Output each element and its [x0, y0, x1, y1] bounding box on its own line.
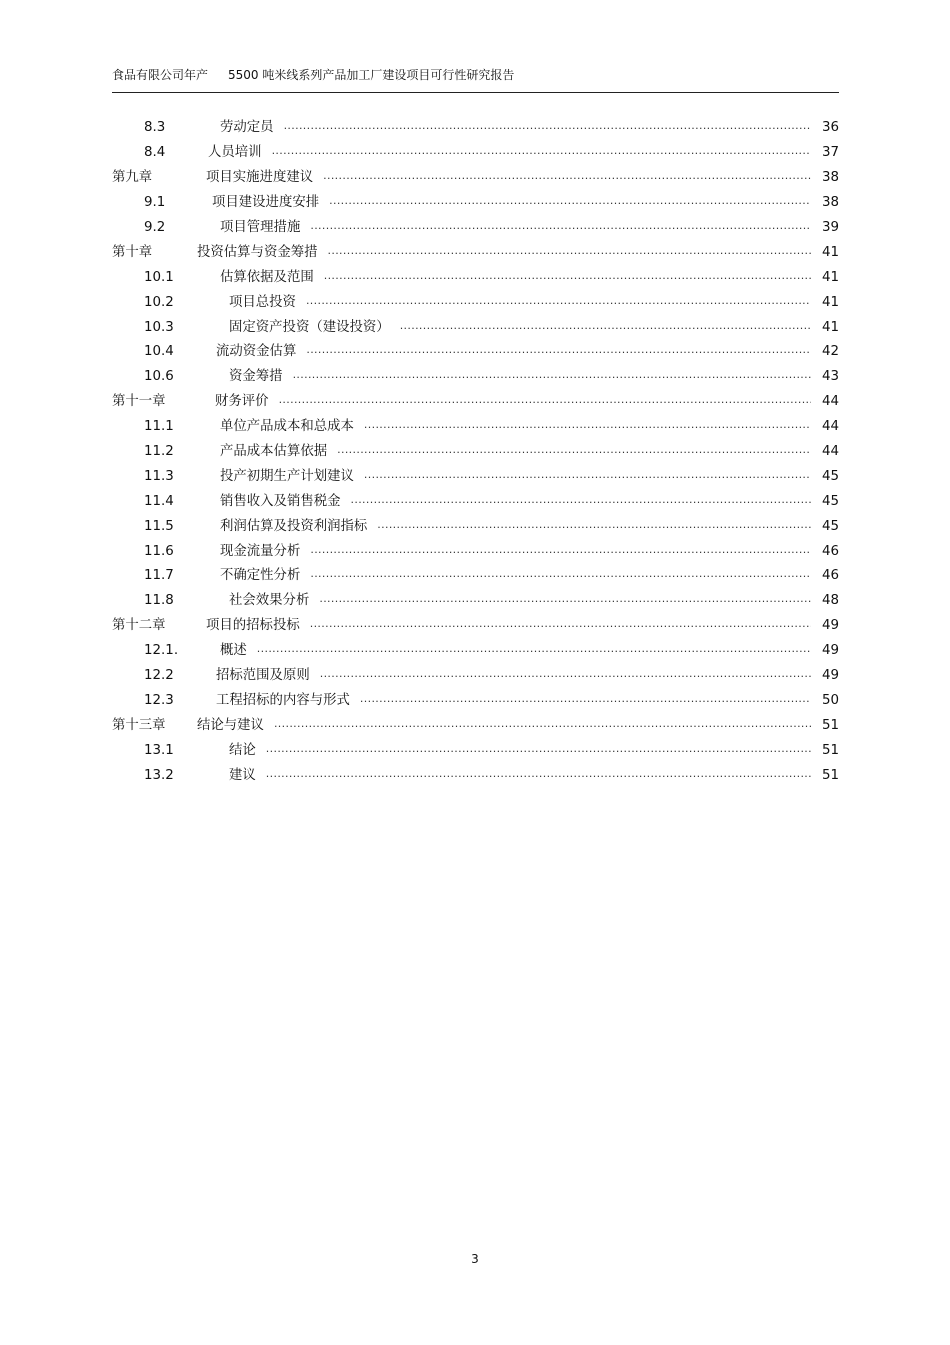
toc-entry-title: 项目的招标投标	[206, 618, 300, 634]
toc-entry-page: 38	[821, 170, 839, 186]
page-header	[112, 66, 839, 93]
toc-dot-leader	[274, 717, 811, 735]
toc-entry-title: 项目总投资	[229, 294, 296, 310]
toc-entry-page: 45	[821, 468, 839, 484]
toc-entry-page: 50	[821, 692, 839, 708]
toc-entry-title: 销售收入及销售税金	[220, 493, 341, 509]
toc-entry-page: 41	[821, 244, 839, 260]
toc-entry-title: 不确定性分析	[220, 568, 301, 584]
toc-entry-number: 11.1	[144, 419, 174, 435]
toc-entry-page: 37	[821, 145, 839, 161]
toc-entry-number: 11.7	[144, 568, 174, 584]
toc-dot-leader	[284, 119, 811, 137]
toc-section-row[interactable]	[112, 315, 839, 340]
toc-entry-number: 11.8	[144, 593, 174, 609]
toc-section-row[interactable]	[112, 763, 839, 788]
toc-dot-leader	[320, 667, 811, 685]
toc-chapter-row[interactable]	[112, 614, 839, 639]
toc-entry-number: 10.6	[144, 369, 174, 385]
toc-chapter-row[interactable]	[112, 240, 839, 265]
toc-dot-leader	[306, 343, 811, 361]
toc-entry-page: 49	[821, 643, 839, 659]
toc-entry-title: 社会效果分析	[229, 593, 310, 609]
toc-entry-page: 51	[821, 767, 839, 783]
toc-dot-leader	[377, 518, 811, 536]
toc-dot-leader	[306, 294, 811, 312]
toc-section-row[interactable]	[112, 589, 839, 614]
toc-dot-leader	[337, 443, 811, 461]
toc-entry-page: 46	[821, 543, 839, 559]
toc-entry-title: 估算依据及范围	[220, 269, 314, 285]
toc-dot-leader	[319, 592, 811, 610]
toc-entry-page: 44	[821, 444, 839, 460]
toc-entry-number: 11.6	[144, 543, 174, 559]
toc-section-row[interactable]	[112, 216, 839, 241]
toc-entry-title: 结论与建议	[197, 717, 264, 733]
toc-entry-number: 11.5	[144, 518, 174, 534]
toc-entry-page: 43	[821, 369, 839, 385]
toc-section-row[interactable]	[112, 191, 839, 216]
toc-entry-page: 45	[821, 493, 839, 509]
toc-entry-title: 资金筹措	[229, 369, 283, 385]
toc-entry-number: 8.4	[144, 145, 166, 161]
toc-dot-leader	[360, 692, 811, 710]
toc-entry-number: 第十二章	[112, 618, 166, 634]
toc-entry-number: 12.2	[144, 668, 174, 684]
toc-entry-title: 财务评价	[215, 394, 269, 410]
toc-entry-number: 13.1	[144, 742, 174, 758]
toc-entry-number: 11.4	[144, 493, 174, 509]
toc-section-row[interactable]	[112, 440, 839, 465]
toc-dot-leader	[310, 617, 811, 635]
toc-entry-page: 46	[821, 568, 839, 584]
toc-entry-page: 36	[821, 120, 839, 136]
toc-entry-number: 10.2	[144, 294, 174, 310]
toc-entry-page: 44	[821, 419, 839, 435]
toc-dot-leader	[324, 269, 811, 287]
toc-entry-page: 44	[821, 394, 839, 410]
page-number: 3	[471, 1252, 479, 1266]
toc-entry-page: 45	[821, 518, 839, 534]
table-of-contents	[112, 116, 839, 788]
toc-entry-title: 工程招标的内容与形式	[216, 692, 350, 708]
toc-entry-number: 11.3	[144, 468, 174, 484]
toc-section-row[interactable]	[112, 365, 839, 390]
toc-entry-page: 41	[821, 269, 839, 285]
toc-section-row[interactable]	[112, 664, 839, 689]
toc-section-row[interactable]	[112, 639, 839, 664]
toc-section-row[interactable]	[112, 738, 839, 763]
toc-section-row[interactable]	[112, 688, 839, 713]
toc-entry-number: 10.4	[144, 344, 174, 360]
toc-entry-page: 41	[821, 294, 839, 310]
toc-entry-page: 49	[821, 618, 839, 634]
toc-entry-number: 第十章	[112, 244, 153, 260]
toc-chapter-row[interactable]	[112, 166, 839, 191]
toc-section-row[interactable]	[112, 265, 839, 290]
toc-entry-title: 固定资产投资（建设投资）	[229, 319, 390, 335]
toc-dot-leader	[310, 219, 811, 237]
toc-chapter-row[interactable]	[112, 713, 839, 738]
toc-section-row[interactable]	[112, 464, 839, 489]
toc-entry-title: 建议	[229, 767, 256, 783]
toc-section-row[interactable]	[112, 514, 839, 539]
toc-chapter-row[interactable]	[112, 390, 839, 415]
toc-entry-title: 项目建设进度安排	[212, 195, 320, 211]
toc-entry-title: 利润估算及投资利润指标	[220, 518, 368, 534]
toc-entry-title: 概述	[220, 643, 247, 659]
toc-entry-number: 9.2	[144, 220, 166, 235]
toc-dot-leader	[266, 742, 811, 760]
toc-dot-leader	[310, 543, 811, 561]
toc-dot-leader	[364, 468, 811, 486]
toc-entry-title: 人员培训	[208, 145, 262, 161]
toc-entry-number: 第十三章	[112, 717, 166, 733]
toc-entry-number: 10.3	[144, 319, 174, 335]
toc-dot-leader	[257, 642, 811, 660]
toc-entry-page: 49	[821, 668, 839, 684]
toc-entry-title: 单位产品成本和总成本	[220, 419, 354, 435]
toc-entry-number: 12.1.	[144, 643, 179, 659]
toc-dot-leader	[351, 493, 811, 511]
toc-section-row[interactable]	[112, 415, 839, 440]
toc-entry-title: 结论	[229, 742, 256, 758]
toc-dot-leader	[329, 194, 811, 212]
toc-entry-number: 10.1	[144, 269, 174, 285]
toc-entry-page: 38	[821, 195, 839, 211]
toc-dot-leader	[266, 767, 811, 785]
toc-section-row[interactable]	[112, 290, 839, 315]
toc-section-row[interactable]	[112, 340, 839, 365]
toc-entry-title: 项目管理措施	[220, 220, 301, 235]
toc-entry-title: 流动资金估算	[216, 344, 297, 360]
toc-section-row[interactable]	[112, 116, 839, 141]
toc-entry-title: 劳动定员	[220, 120, 274, 136]
toc-entry-number: 11.2	[144, 444, 174, 460]
toc-entry-number: 13.2	[144, 767, 174, 783]
toc-section-row[interactable]	[112, 564, 839, 589]
toc-entry-title: 项目实施进度建议	[206, 170, 314, 186]
header-company: 食品有限公司年产	[112, 68, 209, 82]
toc-entry-title: 现金流量分析	[220, 543, 301, 559]
header-report-title: 5500 吨米线系列产品加工厂建设项目可行性研究报告	[228, 68, 515, 82]
toc-entry-page: 51	[821, 742, 839, 758]
toc-dot-leader	[328, 244, 811, 262]
toc-entry-page: 42	[821, 344, 839, 360]
toc-dot-leader	[364, 418, 811, 436]
toc-entry-title: 投产初期生产计划建议	[220, 468, 354, 484]
toc-entry-title: 投资估算与资金筹措	[197, 244, 318, 260]
toc-entry-number: 8.3	[144, 120, 166, 136]
toc-entry-page: 51	[821, 717, 839, 733]
toc-dot-leader	[293, 368, 811, 386]
toc-dot-leader	[279, 393, 811, 411]
toc-dot-leader	[323, 169, 811, 187]
toc-section-row[interactable]	[112, 141, 839, 166]
toc-entry-number: 12.3	[144, 692, 174, 708]
toc-section-row[interactable]	[112, 489, 839, 514]
toc-entry-page: 48	[821, 593, 839, 609]
toc-dot-leader	[400, 319, 811, 337]
toc-entry-number: 9.1	[144, 195, 166, 211]
toc-entry-title: 产品成本估算依据	[220, 444, 328, 460]
toc-dot-leader	[310, 567, 811, 585]
toc-entry-number: 第九章	[112, 170, 153, 186]
toc-section-row[interactable]	[112, 539, 839, 564]
toc-entry-page: 41	[821, 319, 839, 335]
toc-entry-number: 第十一章	[112, 394, 166, 410]
toc-dot-leader	[272, 144, 811, 162]
toc-entry-title: 招标范围及原则	[216, 668, 310, 684]
toc-entry-page: 39	[821, 220, 839, 235]
